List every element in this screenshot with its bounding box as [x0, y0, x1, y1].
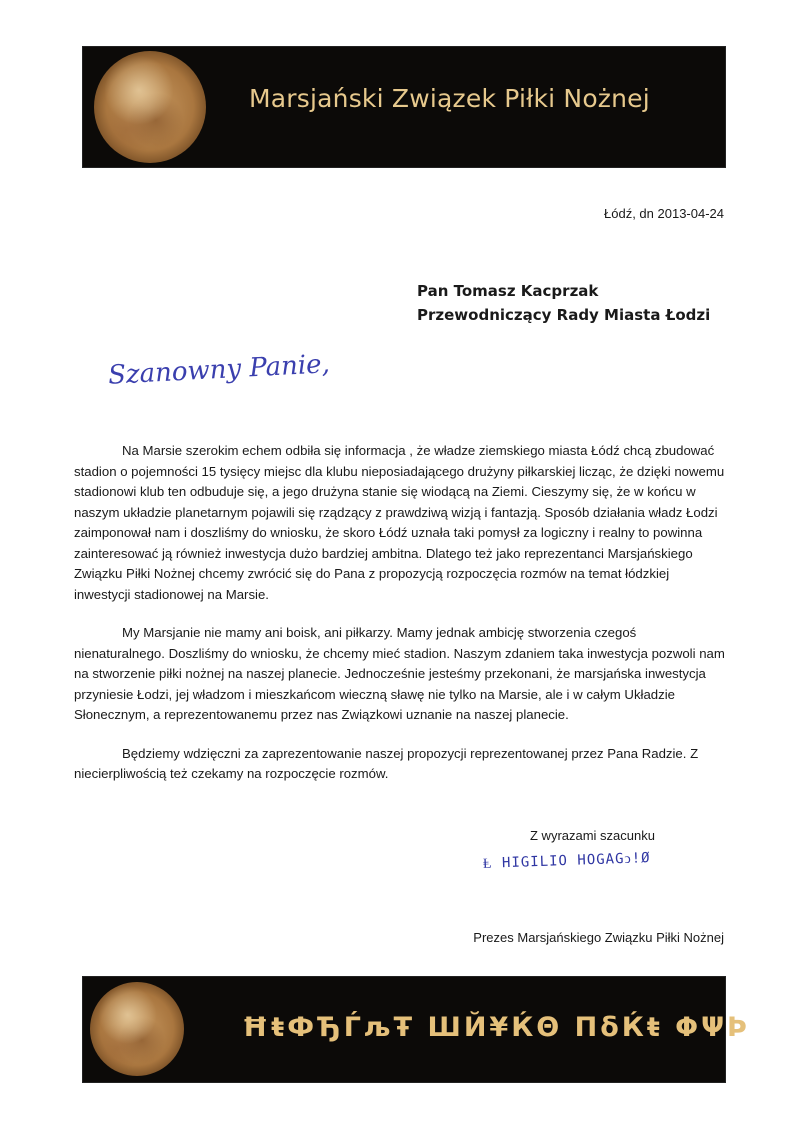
mars-planet-image [94, 51, 206, 163]
organization-title: Marsjański Związek Piłki Nożnej [249, 84, 650, 113]
recipient-position: Przewodniczący Rady Miasta Łodzi [417, 306, 711, 324]
mars-planet-image [90, 982, 184, 1076]
handwritten-salutation: Szanowny Panie, [107, 349, 331, 391]
recipient-name: Pan Tomasz Kacprzak [417, 282, 599, 300]
footer-banner [82, 976, 750, 1083]
letter-date: Łódź, dn 2013-04-24 [604, 206, 724, 221]
body-paragraph-1: Na Marsie szerokim echem odbiła się informacja , że władze ziemskiego miasta Łódź chcą zbudować stadion o pojemności 15 tysięcy miejsc dla klubu nieposiadającego drużyny piłkarskiej licząc, że dzięki nowemu stadionowi klub ten odbuduje się, a jego drużyna stanie się wiodącą na Ziemi. Cieszymy się, że w końcu w naszym układzie planetarnym pojawili się rządzący z prawdziwą wizją i fantazją. Sposób działania władz Łodzi zaimponował nam i doszliśmy do wniosku, że skoro Łódź uznała taki pomysł za logiczny i realny to powinna zainteresować ją również inwestycja dużo bardziej ambitna. Dlatego też jako reprezentanci Marsjańskiego Związku Piłki Nożnej chcemy zwrócić się do Pana z propozycją rozpoczęcia rozmów na temat łódzkiej inwestycji stadionowej na Marsie. [74, 443, 725, 602]
closing-line: Z wyrazami szacunku [530, 828, 655, 843]
martian-script-title: ĦŧФЂЃљŦ ШЙ¥ЌΘ ΠδЌŧ ΦΨϷ [242, 1012, 750, 1043]
handwritten-signature: Ⱡ HIGILIO HOGAGↄ!Ø [482, 850, 651, 872]
body-paragraph-3: Będziemy wdzięczni za zaprezentowanie naszej propozycji reprezentowanej przez Pana Radzie. Z niecierpliwością też czekamy na rozpoczęcie rozmów. [74, 745, 699, 781]
letter-body [74, 441, 726, 803]
body-paragraph-2: My Marsjanie nie mamy ani boisk, ani piłkarzy. Mamy jednak ambicję stworzenia czegoś nienaturalnego. Doszliśmy do wniosku, że chcemy mieć stadion. Naszym zdaniem taka inwestycja pozwoli nam na stworzenie piłki nożnej na naszej planecie. Jednocześnie jesteśmy przekonani, że marsjańska inwestycja przyniesie Łodzi, jej władzom i mieszkańcom wieczną sławę nie tylko na Marsie, ale i w całym Układzie Słonecznym, a reprezentowanemu przez nas Związkowi uznanie na naszej planecie. [74, 625, 725, 722]
header-banner [82, 46, 726, 168]
recipient-block [417, 279, 710, 327]
signatory-title: Prezes Marsjańskiego Związku Piłki Nożnej [473, 930, 724, 945]
